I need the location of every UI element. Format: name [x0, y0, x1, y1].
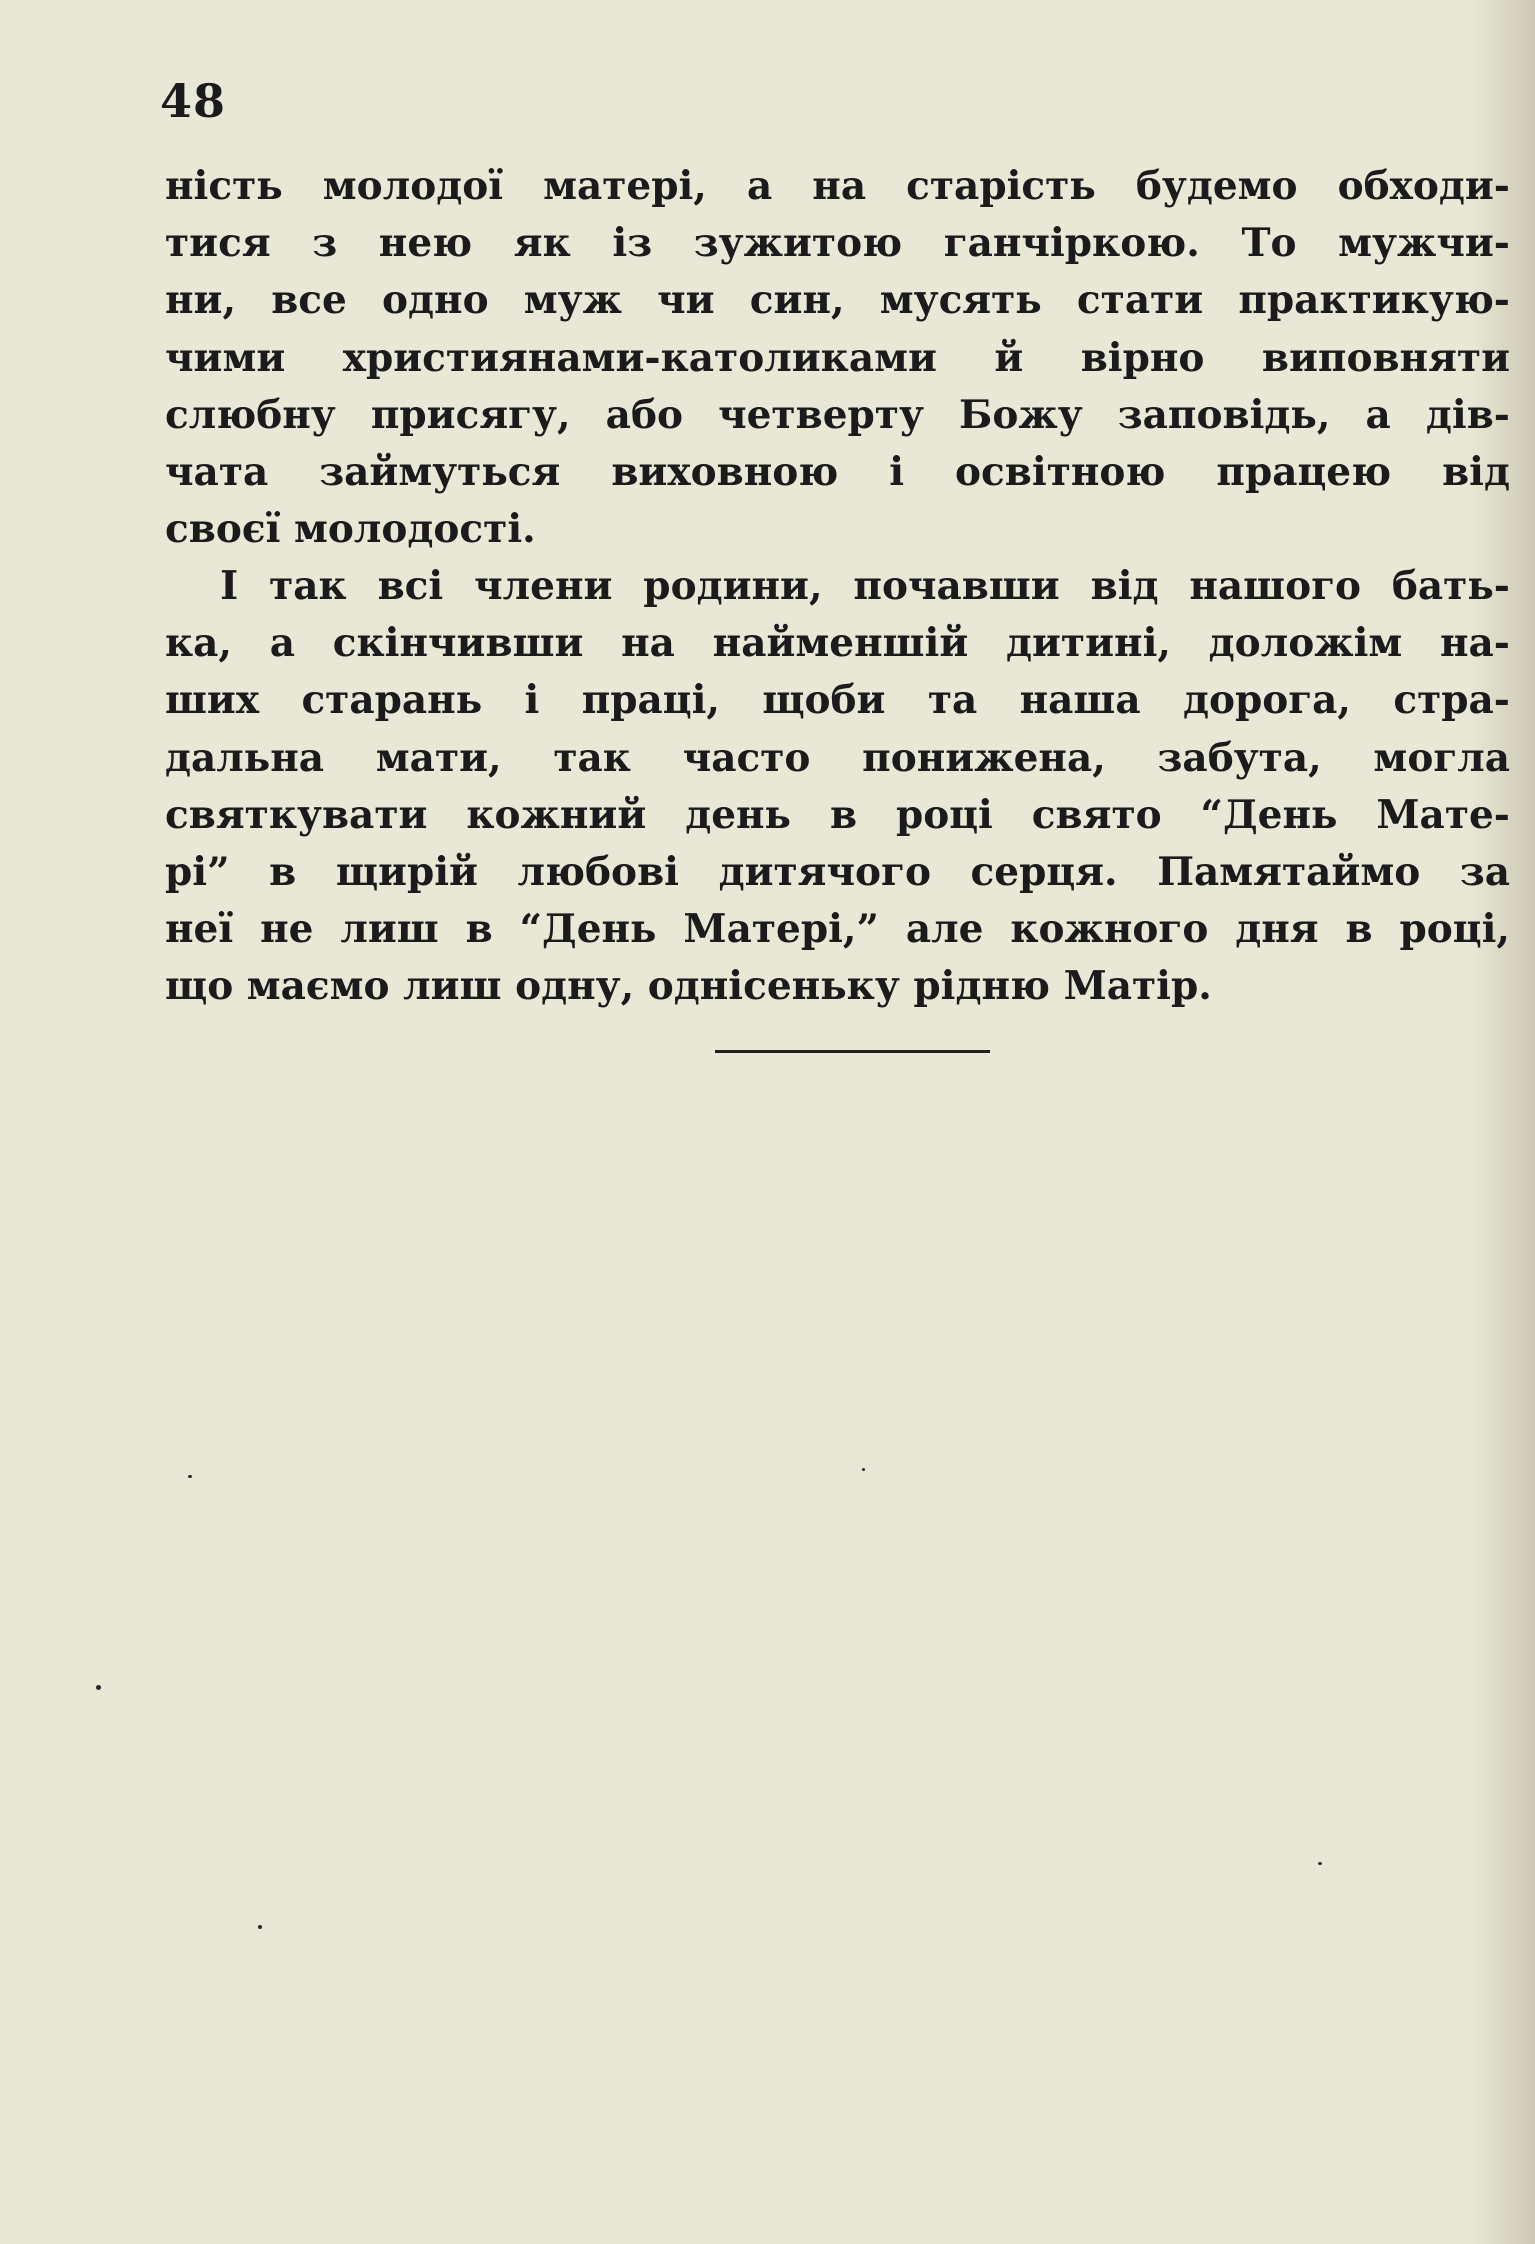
- paper-speck: [258, 1925, 262, 1929]
- paper-speck: [862, 1468, 865, 1471]
- paragraph-1: [165, 158, 1510, 558]
- text-line: ни, все одно муж чи син, мусять стати практикую-: [165, 277, 1510, 324]
- paper-speck: [96, 1685, 101, 1690]
- text-line: ших старань і праці, щоби та наша дорога, стра-: [165, 677, 1510, 724]
- text-line: І так всі члени родини, почавши від нашого бать-: [220, 563, 1510, 609]
- paper-speck: [188, 1475, 192, 1478]
- text-line: чата займуться виховною і освітною працею від: [165, 448, 1510, 495]
- text-line: дальна мати, так часто понижена, забута, могла: [165, 734, 1510, 781]
- text-line: що маємо лиш одну, однісеньку рідню Матір.: [165, 963, 1212, 1010]
- text-line: ка, а скінчивши на найменшій дитині, доложім на-: [165, 620, 1510, 667]
- text-line: тися з нею як із зужитою ганчіркою. То мужчи-: [165, 220, 1510, 267]
- text-line: святкувати кожний день в році свято “День Мате-: [165, 791, 1510, 838]
- text-line: неї не лиш в “День Матері,” але кожного дня в році,: [165, 906, 1510, 953]
- section-divider-rule: [715, 1050, 990, 1053]
- text-line: рі” в щирій любові дитячого серця. Памятаймо за: [165, 848, 1510, 895]
- paragraph-2: [165, 558, 1510, 1016]
- paper-speck: [1318, 1862, 1322, 1865]
- text-line: чими християнами-католиками й вірно виповняти: [165, 334, 1510, 381]
- page-number: 48: [160, 74, 227, 128]
- text-line: слюбну присягу, або четверту Божу заповідь, а дів-: [165, 391, 1510, 438]
- text-line: ність молодої матері, а на старість будемо обходи-: [165, 163, 1510, 209]
- text-line: своєї молодості.: [165, 506, 536, 553]
